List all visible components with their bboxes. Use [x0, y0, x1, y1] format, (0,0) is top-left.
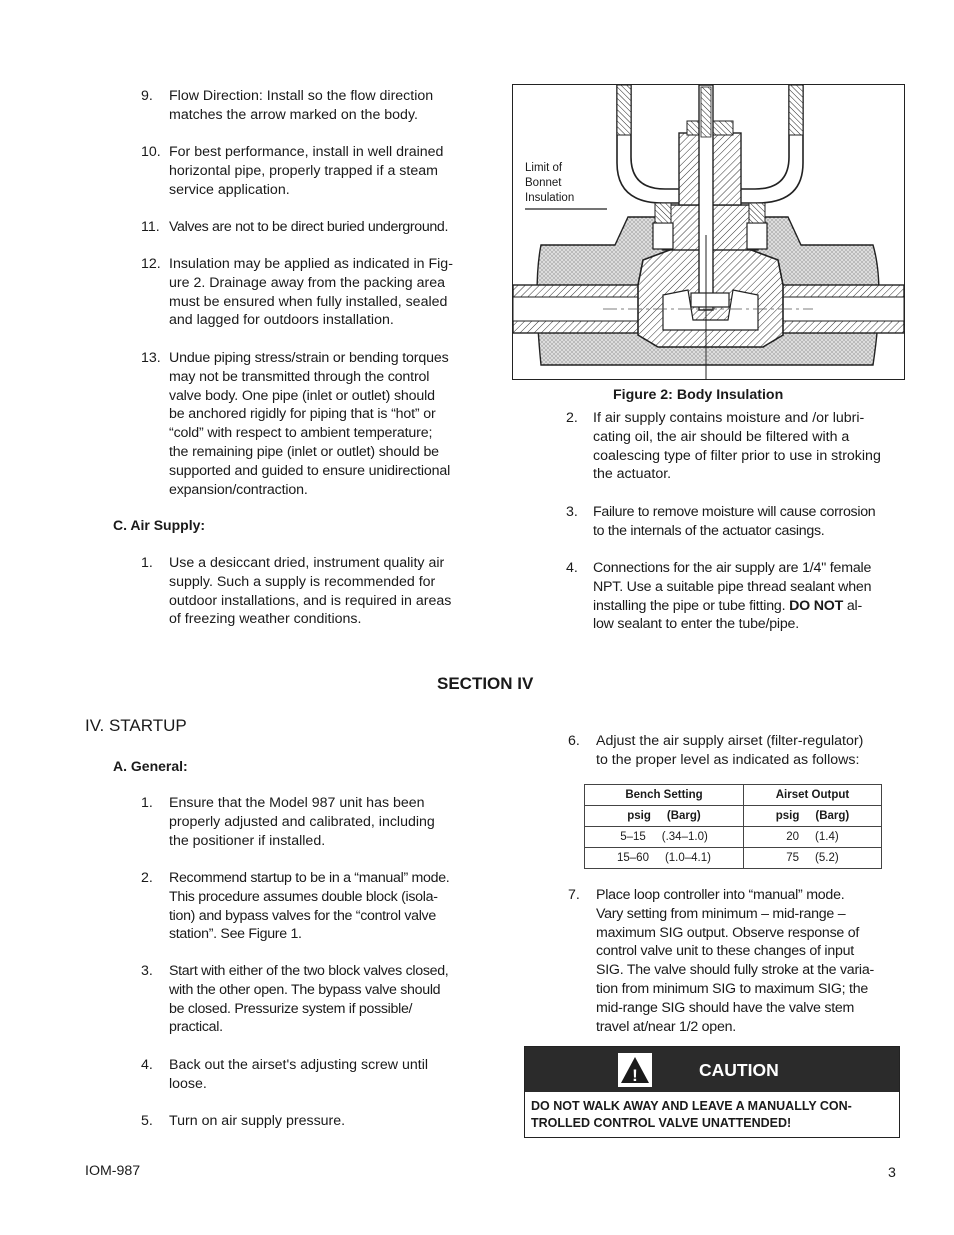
table-subheader: psig (Barg) — [744, 806, 882, 827]
section-title: SECTION IV — [437, 674, 534, 693]
air-supply-heading: C. Air Supply: — [113, 517, 206, 533]
bonnet-insulation-label: Limit of Bonnet Insulation — [525, 162, 575, 204]
general-heading: A. General: — [113, 758, 188, 774]
caution-text: DO NOT WALK AWAY AND LEAVE A MANUALLY CON- TROLLED CONTROL VALVE UNATTENDED! — [531, 1099, 852, 1130]
airset-table — [584, 784, 882, 869]
table-cell: 20 (1.4) — [744, 827, 882, 848]
caution-box — [524, 1046, 900, 1138]
page-number: 3 — [888, 1165, 896, 1181]
svg-text:!: ! — [632, 1066, 638, 1085]
table-header: Bench Setting — [585, 785, 744, 806]
figure-caption: Figure 2: Body Insulation — [613, 387, 784, 403]
valve-body-drawing — [513, 85, 904, 379]
section-heading: IV. STARTUP — [85, 716, 187, 735]
table-subheader: psig (Barg) — [585, 806, 744, 827]
table-row — [585, 827, 882, 848]
warning-triangle-icon — [618, 1053, 652, 1087]
table-row — [585, 848, 882, 869]
figure-body-insulation — [512, 84, 905, 380]
caution-header — [525, 1047, 899, 1092]
doc-id: IOM-987 — [85, 1163, 141, 1179]
caution-title: CAUTION — [699, 1060, 779, 1080]
warning-icon — [618, 1053, 652, 1087]
table-header: Airset Output — [744, 785, 882, 806]
table-cell: 15–60 (1.0–4.1) — [585, 848, 744, 869]
table-cell: 75 (5.2) — [744, 848, 882, 869]
table-cell: 5–15 (.34–1.0) — [585, 827, 744, 848]
